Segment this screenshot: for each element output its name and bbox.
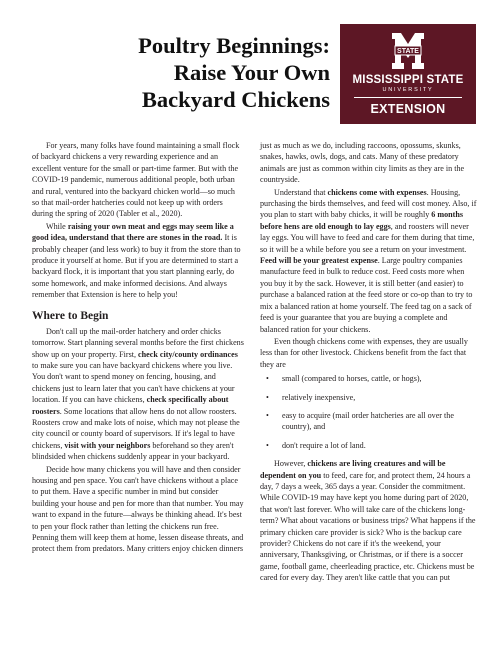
left-column	[32, 140, 244, 555]
commitment-paragraph: However, chickens are living creatures and will be dependent on you to feed, care for, and protect them, 24 hours a day, 7 days a week, 365 days a year. Consider the commitment. While COVID-19 may have kept you home during part of 2020, that won't last forever. Who will take care of the chickens long-term? What about vacations or business trips? What happens if the primary chicken care provider is sick? Who is the backup care provider? Chickens do not care if it's the weekend, your anniversary, Thanksgiving, or Christmas, or if there is a soccer game, football game, cheerleading practice, etc. Chickens must be cared for every day. They aren't like cattle that you can put	[260, 459, 476, 583]
title-line-2: Raise Your Own	[173, 60, 330, 85]
benefits-list	[260, 373, 478, 451]
expenses-paragraph: Understand that chickens come with expenses. Housing, purchasing the birds themselves, and feed will cost money. Also, if you plan to start with baby chicks, it will be roughly 6 months before hens are old enough to lay eggs, and roosters will never lay eggs. You will have to feed and care for them during that time, so it will be a while before you see a return on your investment. Feed will be your greatest expense. Large poultry companies manufacture feed in bulk to reduce cost. Feed costs more when you buy it by the sack. However, it is still better (and easier) to purchase a balanced ration at the feed store or co-op than to try to mix a balanced ration at home yourself. The feed tag on a sack of feed is your guarantee that you are buying a complete and balanced ration for your chickens.	[260, 187, 477, 334]
title-line-1: Poultry Beginnings:	[138, 33, 330, 58]
logo-line-1: MISSISSIPPI STATE	[352, 74, 464, 86]
benefits-paragraph: Even though chickens come with expenses, they are usually less than for other livestock. Chickens benefit from the fact that they are	[260, 336, 468, 369]
predators-paragraph: just as much as we do, including raccoons, opossums, skunks, snakes, hawks, owls, dogs, and cats. Many of these predatory animals are just as common within city limits as they are in the countryside.	[260, 141, 465, 185]
msu-m-emblem-icon	[390, 31, 426, 71]
logo-divider	[354, 97, 462, 98]
logo-line-3: EXTENSION	[370, 102, 446, 116]
housing-paragraph: Decide how many chickens you will have and then consider housing and pen space. You can't have chickens without a place to put them. Have a specific number in mind but consider building your house and pen for more than that number. You may want to expand in the future—always be thinking ahead. It's best to pen your flock rather than letting the chickens run free. Penning them will keep them at home, lessen disease threats, and protect them from predators. Many critters enjoy chicken dinners	[32, 464, 244, 554]
emblem-text: STATE	[397, 48, 419, 55]
list-item: • don't require a lot of land.	[260, 440, 478, 451]
list-item: • small (compared to horses, cattle, or hogs),	[260, 373, 478, 384]
right-column	[260, 140, 478, 584]
list-item: • easy to acquire (mail order hatcheries are all over the country), and	[260, 410, 478, 433]
intro-paragraph: For years, many folks have found maintaining a small flock of backyard chickens a very rewarding experience and an excellent venture for the small or part-time farmer. But with the COVID-19 pandemic, numerous additional people, both urban and rural, ventured into the backyard chicken world—so much so that mail-order hatcheries could not keep up with orders during the spring of 2020 (Tabler et al., 2020).	[32, 141, 240, 219]
stones-paragraph: While raising your own meat and eggs may seem like a good idea, understand that there are stones in the road. It is probably cheaper (and less work) to buy it from the store than to produce it yourself at home. But if you are determined to start a backyard flock, it is important that you start planning early, do some homework, and make informed decisions. And always remember that Extension is here to help you!	[32, 221, 241, 300]
msu-extension-logo	[340, 24, 476, 124]
list-item: • relatively inexpensive,	[260, 392, 478, 403]
section-heading: Where to Begin	[32, 309, 109, 322]
ordinances-paragraph: Don't call up the mail-order hatchery and order chicks tomorrow. Start planning several months before the first chickens show up on your property. First, check city/county ordinances to make sure you can have backyard chickens where you live. You don't want to spend money on fencing, housing, and chickens just to learn later that you can't have chickens at your location. If you can have chickens, check specifically about roosters. Some locations that allow hens do not allow roosters. Roosters crow and make lots of noise, which may not please the city council or county board of supervisors. If it's legal to have chickens, visit with your neighbors beforehand so they aren't blindsided when chickens suddenly appear in your backyard.	[32, 326, 244, 462]
document-title	[100, 32, 330, 113]
logo-line-2: UNIVERSITY	[382, 87, 434, 93]
title-line-3: Backyard Chickens	[141, 87, 330, 112]
